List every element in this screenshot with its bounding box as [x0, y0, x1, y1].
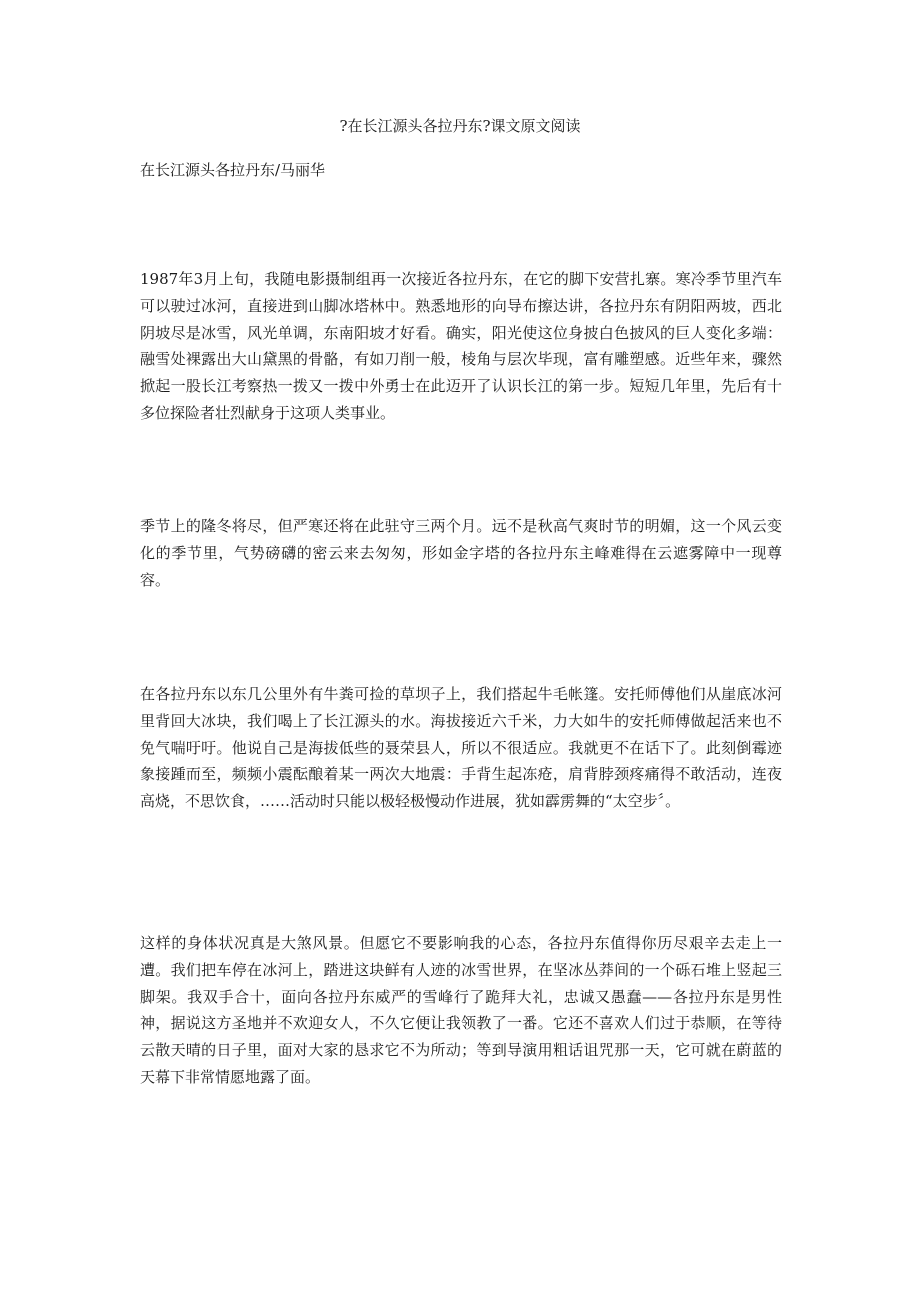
article-byline: 在长江源头各拉丹东/马丽华	[140, 161, 326, 179]
paragraph: 季节上的隆冬将尽，但严寒还将在此驻守三两个月。远不是秋高气爽时节的明媚，这一个风云变化的季节里，气势磅礴的密云来去匆匆，形如金字塔的各拉丹东主峰难得在云遮雾障中一现尊容。	[140, 517, 782, 589]
paragraph: 1987年3月上旬，我随电影摄制组再一次接近各拉丹东，在它的脚下安营扎寨。寒冷季节里汽车可以驶过冰河，直接进到山脚冰塔林中。熟悉地形的向导布擦达讲，各拉丹东有阴阳两坡，西北阴坡尽是冰雪，风光单调，东南阳坡才好看。确实，阳光使这位身披白色披风的巨人变化多端：融雪处裸露出大山黛黑的骨骼，有如刀削一般，棱角与层次毕现，富有雕塑感。近些年来，骤然掀起一股长江考察热一拨又一拨中外勇士在此迈开了认识长江的第一步。短短几年里，先后有十多位探险者壮烈献身于这项人类事业。	[140, 270, 782, 422]
paragraph: 在各拉丹东以东几公里外有牛粪可捡的草坝子上，我们搭起牛毛帐篷。安托师傅他们从崖底冰河里背回大冰块，我们喝上了长江源头的水。海拔接近六千米，力大如牛的安托师傅做起活来也不免气喘吁吁。他说自己是海拔低些的聂荣县人，所以不很适应。我就更不在话下了。此刻倒霉迹象接踵而至，频频小震酝酿着某一两次大地震：手背生起冻疮，肩背脖颈疼痛得不敢活动，连夜高烧，不思饮食，……活动时只能以极轻极慢动作进展，犹如霹雳舞的“太空步〞。	[140, 685, 782, 811]
page-title: ?在长江源头各拉丹东?课文原文阅读	[339, 117, 581, 135]
paragraph: 这样的身体状况真是大煞风景。但愿它不要影响我的心态，各拉丹东值得你历尽艰辛去走上一遭。我们把车停在冰河上，踏进这块鲜有人迹的冰雪世界，在坚冰丛莽间的一个砾石堆上竖起三脚架。我双手合十，面向各拉丹东威严的雪峰行了跪拜大礼，忠诚又愚蠢——各拉丹东是男性神，据说这方圣地并不欢迎女人，不久它便让我领教了一番。它还不喜欢人们过于恭顺，在等待云散天晴的日子里，面对大家的恳求它不为所动；等到导演用粗话诅咒那一天，它可就在蔚蓝的天幕下非常情愿地露了面。	[140, 934, 782, 1086]
